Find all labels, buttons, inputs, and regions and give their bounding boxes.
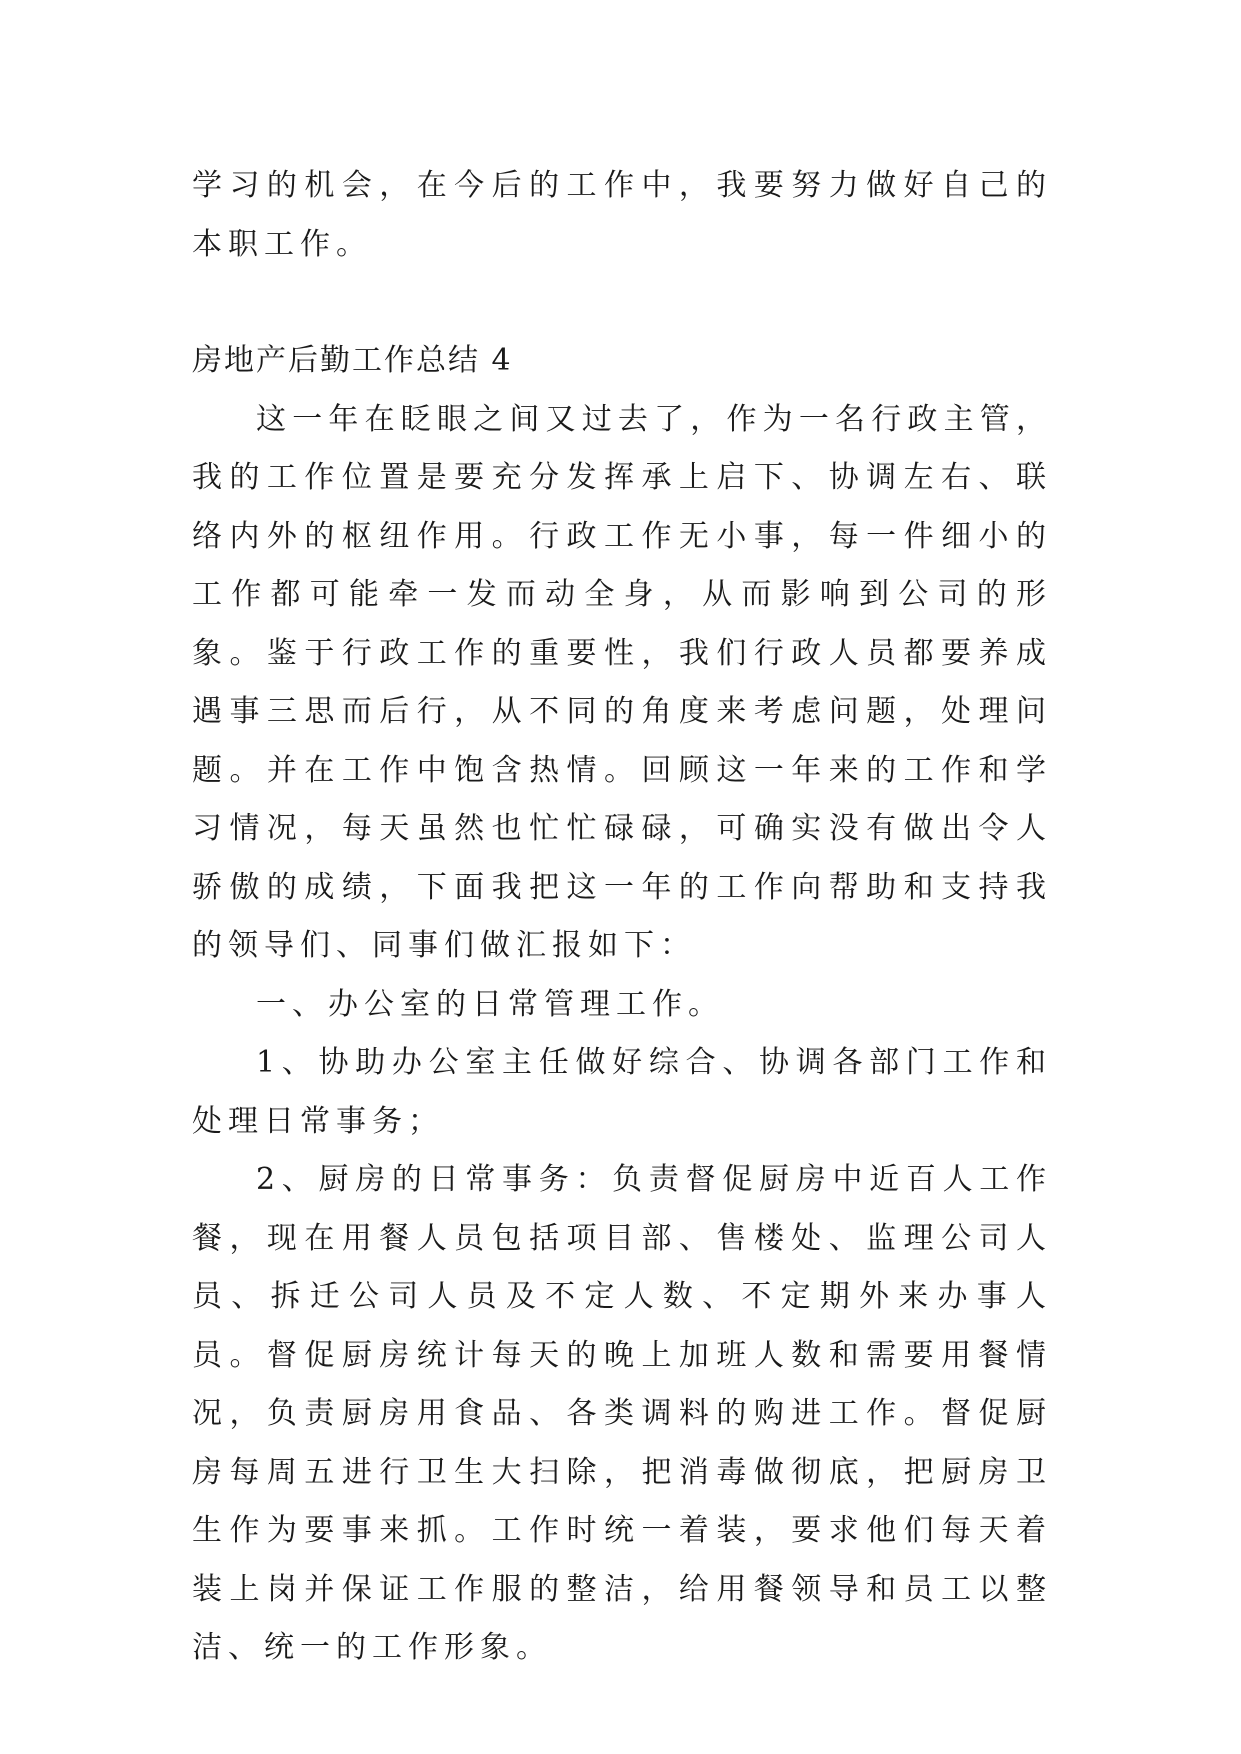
continuation-paragraph: 学习的机会，在今后的工作中，我要努力做好自己的本职工作。 — [192, 168, 1052, 262]
body-paragraph-4: 2、厨房的日常事务：负责督促厨房中近百人工作餐，现在用餐人员包括项目部、售楼处、监理公司人员、拆迁公司人员及不定人数、不定期外来办事人员。督促厨房统计每天的晚上加班人数和需要用餐情况，负责厨房用食品、各类调料的购进工作。督促厨房每周五进行卫生大扫除，把消毒做彻底，把厨房卫生作为要事来抓。工作时统一着装，要求他们每天着装上岗并保证工作服的整洁，给用餐领导和员工以整洁、统一的工作形象。 — [192, 1162, 1052, 1665]
body-paragraph-3: 1、协助办公室主任做好综合、协调各部门工作和处理日常事务； — [192, 1045, 1052, 1139]
paragraph-gap — [192, 274, 1052, 332]
body-paragraph-2: 一、办公室的日常管理工作。 — [256, 986, 724, 1022]
body-paragraph-1: 这一年在眨眼之间又过去了，作为一名行政主管，我的工作位置是要充分发挥承上启下、协调左右、联络内外的枢纽作用。行政工作无小事，每一件细小的工作都可能牵一发而动全身，从而影响到公司的形象。鉴于行政工作的重要性，我们行政人员都要养成遇事三思而后行，从不同的角度来考虑问题，处理问题。并在工作中饱含热情。回顾这一年来的工作和学习情况，每天虽然也忙忙碌碌，可确实没有做出令人骄傲的成绩，下面我把这一年的工作向帮助和支持我的领导们、同事们做汇报如下： — [192, 401, 1052, 963]
document-body — [192, 157, 1052, 1678]
section-title: 房地产后勤工作总结 4 — [192, 343, 513, 378]
